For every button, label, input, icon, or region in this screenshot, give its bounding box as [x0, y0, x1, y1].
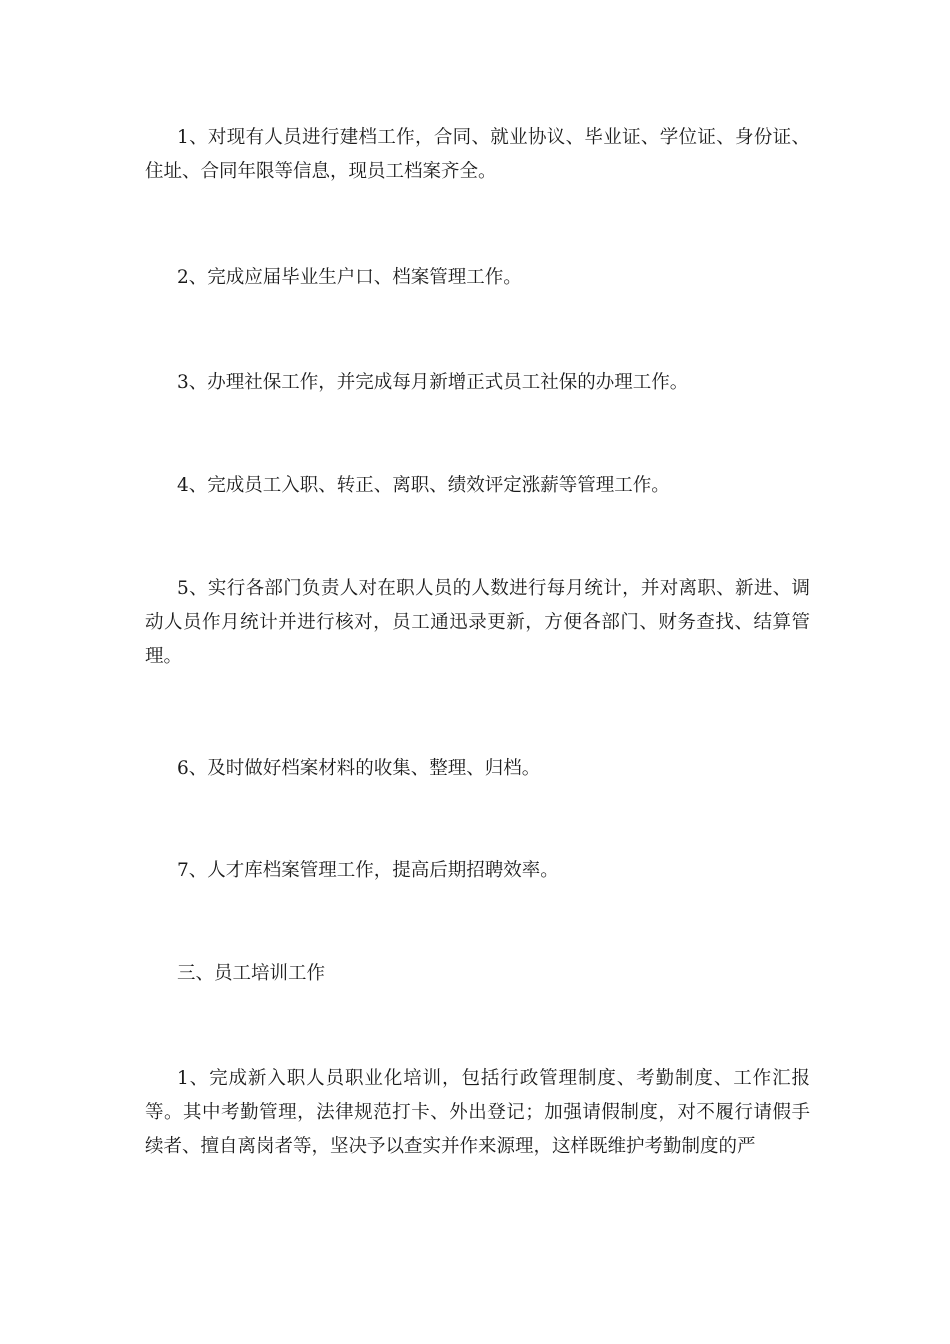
paragraph-monthly-statistics: 5、实行各部门负责人对在职人员的人数进行每月统计，并对离职、新进、调动人员作月统计并进行核对，员工通迅录更新，方便各部门、财务查找、结算管理。: [145, 578, 810, 667]
paragraph-onboarding-training: 1、完成新入职人员职业化培训，包括行政管理制度、考勤制度、工作汇报等。其中考勤管理，法律规范打卡、外出登记；加强请假制度，对不履行请假手续者、擅自离岗者等，坚决予以查实并作来源理，这样既维护考勤制度的严: [145, 1068, 810, 1157]
paragraph-social-insurance: 3、办理社保工作，并完成每月新增正式员工社保的办理工作。: [177, 372, 689, 393]
paragraph-talent-pool: 7、人才库档案管理工作，提高后期招聘效率。: [177, 860, 559, 881]
section-heading-training: 三、员工培训工作: [177, 963, 326, 984]
paragraph-archive-collection: 6、及时做好档案材料的收集、整理、归档。: [177, 758, 541, 779]
paragraph-archive-setup: 1、对现有人员进行建档工作，合同、就业协议、毕业证、学位证、身份证、住址、合同年限等信息，现员工档案齐全。: [145, 127, 810, 182]
paragraph-employee-lifecycle: 4、完成员工入职、转正、离职、绩效评定涨薪等管理工作。: [177, 475, 670, 496]
paragraph-graduate-records: 2、完成应届毕业生户口、档案管理工作。: [177, 267, 522, 288]
